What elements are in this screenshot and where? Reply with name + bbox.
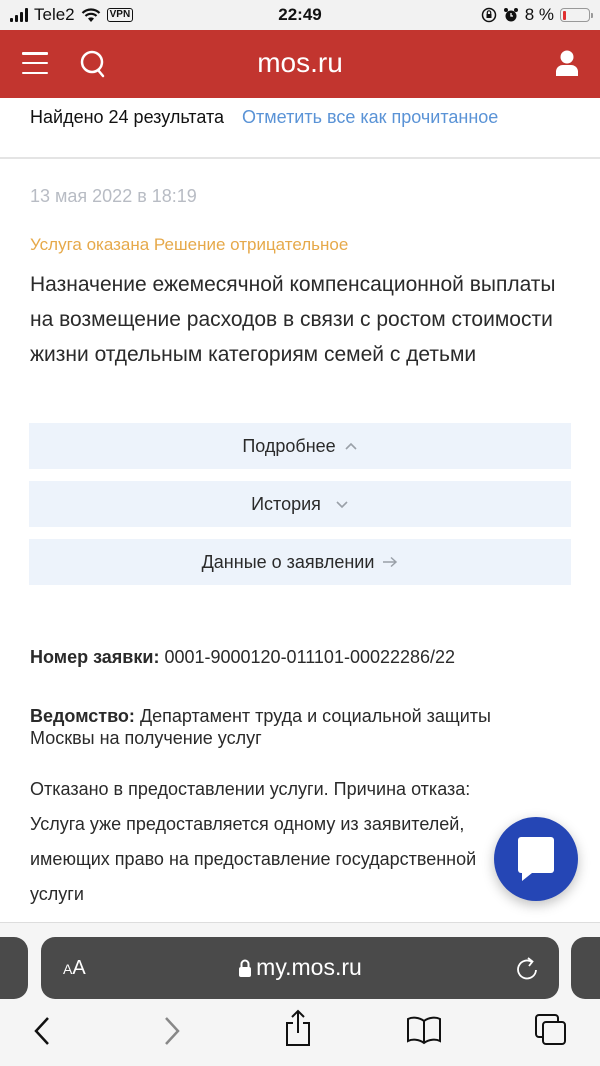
- chat-icon: [518, 837, 554, 881]
- forward-icon[interactable]: [162, 1015, 182, 1047]
- details-label: Подробнее: [242, 435, 336, 456]
- results-count: Найдено 24 результата: [30, 106, 225, 127]
- item-title: Назначение ежемесячной компенсационной выплаты на возмещение расходов в связи с ростом стоимости жизни отдельным категориям семей с детьми: [30, 273, 556, 366]
- browser-toolbar: [0, 1015, 600, 1059]
- status-bar: [0, 0, 600, 30]
- rotation-lock-icon: [481, 7, 497, 23]
- mark-all-read-link[interactable]: Отметить все как прочитанное: [242, 106, 499, 127]
- item-status: Услуга оказана Решение отрицательное: [30, 235, 349, 254]
- signal-icon: [10, 8, 28, 22]
- department-value: Департамент труда и социальной защиты Москвы на получение услуг: [30, 706, 491, 748]
- site-logo[interactable]: mos.ru: [257, 47, 343, 78]
- alarm-icon: [503, 7, 519, 23]
- results-bar: [30, 100, 600, 134]
- application-data-button[interactable]: [29, 539, 571, 585]
- text-size-button[interactable]: AA: [63, 957, 86, 979]
- application-number-value: 0001-9000120-011101-00022286/22: [164, 647, 456, 667]
- clock: 22:49: [278, 5, 322, 24]
- battery-percent: 8 %: [524, 5, 554, 24]
- previous-tab-peek[interactable]: [0, 937, 28, 999]
- arrow-right-icon: [382, 556, 398, 568]
- share-icon[interactable]: [284, 1009, 312, 1047]
- next-tab-peek[interactable]: [571, 937, 600, 999]
- bookmarks-icon[interactable]: [406, 1015, 442, 1045]
- browser-chrome: [0, 922, 600, 1066]
- back-icon[interactable]: [32, 1015, 52, 1047]
- application-data-label: Данные о заявлении: [201, 551, 375, 572]
- wifi-icon: [81, 8, 101, 23]
- battery-icon: [560, 8, 590, 22]
- item-date: 13 мая 2022 в 18:19: [30, 186, 197, 206]
- url-text: my.mos.ru: [256, 954, 362, 980]
- site-header: [0, 30, 600, 98]
- chevron-up-icon: [344, 441, 358, 451]
- chat-button[interactable]: [494, 817, 578, 901]
- carrier: Tele2: [34, 5, 75, 24]
- reload-icon[interactable]: [515, 955, 539, 981]
- address-bar[interactable]: [41, 937, 559, 999]
- application-number-label: Номер заявки:: [30, 647, 160, 667]
- vpn-badge: VPN: [107, 8, 134, 22]
- application-number: [30, 640, 500, 675]
- history-label: История: [251, 493, 321, 514]
- tabs-icon[interactable]: [534, 1013, 568, 1047]
- details-button[interactable]: [29, 423, 571, 469]
- history-button[interactable]: [29, 481, 571, 527]
- rejection-reason: Отказано в предоставлении услуги. Причина отказа: Услуга уже предоставляется одному из заявителей, имеющих право на предоставление государственной услуги: [30, 779, 477, 904]
- divider: [0, 157, 600, 159]
- chevron-down-icon: [335, 499, 349, 509]
- lock-icon: [238, 959, 252, 977]
- department: [30, 705, 500, 749]
- department-label: Ведомство:: [30, 706, 135, 726]
- user-icon[interactable]: [556, 50, 578, 76]
